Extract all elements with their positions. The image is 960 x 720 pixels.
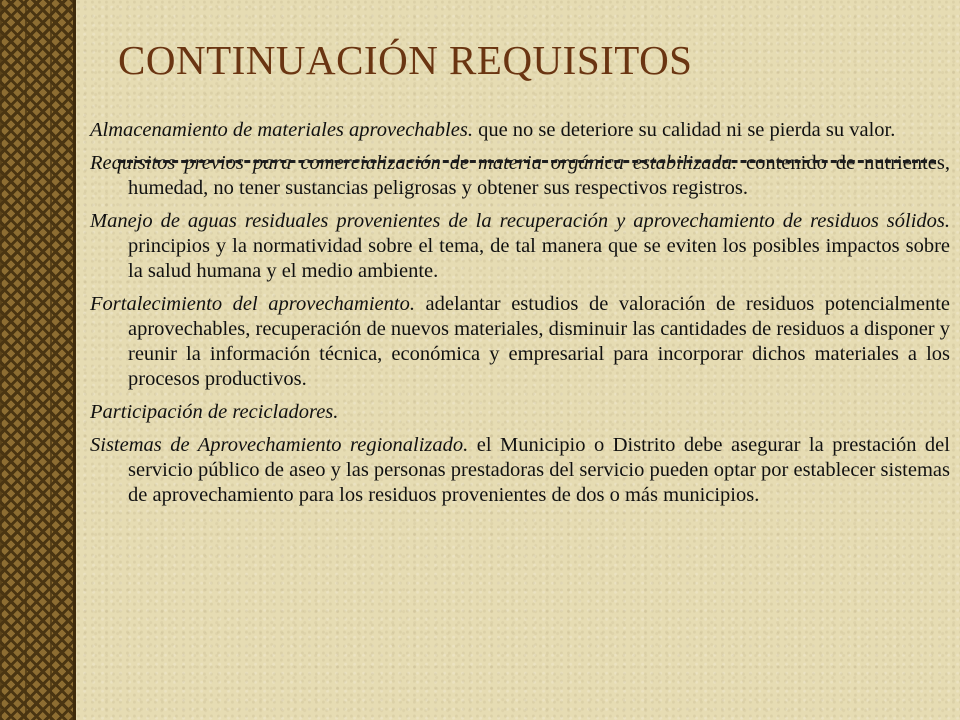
item-lead: Sistemas de Aprovechamiento regionalizado.	[90, 434, 469, 456]
item-text: el Municipio o Distrito debe asegurar la prestación del servicio público de aseo y las personas prestadoras del servicio pueden optar por establecer sistemas de aprovechamiento para los residuos provenientes de dos o más municipios.	[128, 434, 951, 506]
item-text: principios y la normatividad sobre el tema, de tal manera que se eviten los posibles impactos sobre la salud humana y el medio ambiente.	[128, 235, 950, 282]
list-item	[90, 209, 950, 284]
item-lead: Participación de recicladores.	[90, 401, 339, 423]
list-item	[90, 433, 950, 508]
item-text: adelantar estudios de valoración de residuos potencialmente aprovechables, recuperación de nuevos materiales, disminuir las cantidades de residuos a disponer y reunir la información técnica, económica y empresarial para incorporar dichos materiales a los procesos productivos.	[128, 293, 950, 390]
item-lead: Requisitos previos para comercialización de materia orgánica estabilizada.	[90, 152, 738, 174]
requirements-list	[90, 118, 950, 516]
dashed-divider	[118, 160, 936, 163]
list-item	[90, 151, 950, 201]
item-lead: Manejo de aguas residuales provenientes de la recuperación y aprovechamiento de residuos sólidos.	[90, 210, 950, 232]
list-item	[90, 292, 950, 392]
decorative-left-border	[0, 0, 76, 720]
list-item	[90, 118, 950, 143]
item-text: que no se deteriore su calidad ni se pierda su valor.	[472, 119, 896, 141]
slide-title: CONTINUACIÓN REQUISITOS	[118, 37, 693, 83]
item-lead: Fortalecimiento del aprovechamiento.	[90, 293, 415, 315]
item-lead: Almacenamiento de materiales aprovechables.	[90, 119, 473, 141]
item-text: contenido de nutrientes, humedad, no tener sustancias peligrosas y obtener sus respectivos registros.	[128, 152, 950, 199]
list-item	[90, 400, 950, 425]
